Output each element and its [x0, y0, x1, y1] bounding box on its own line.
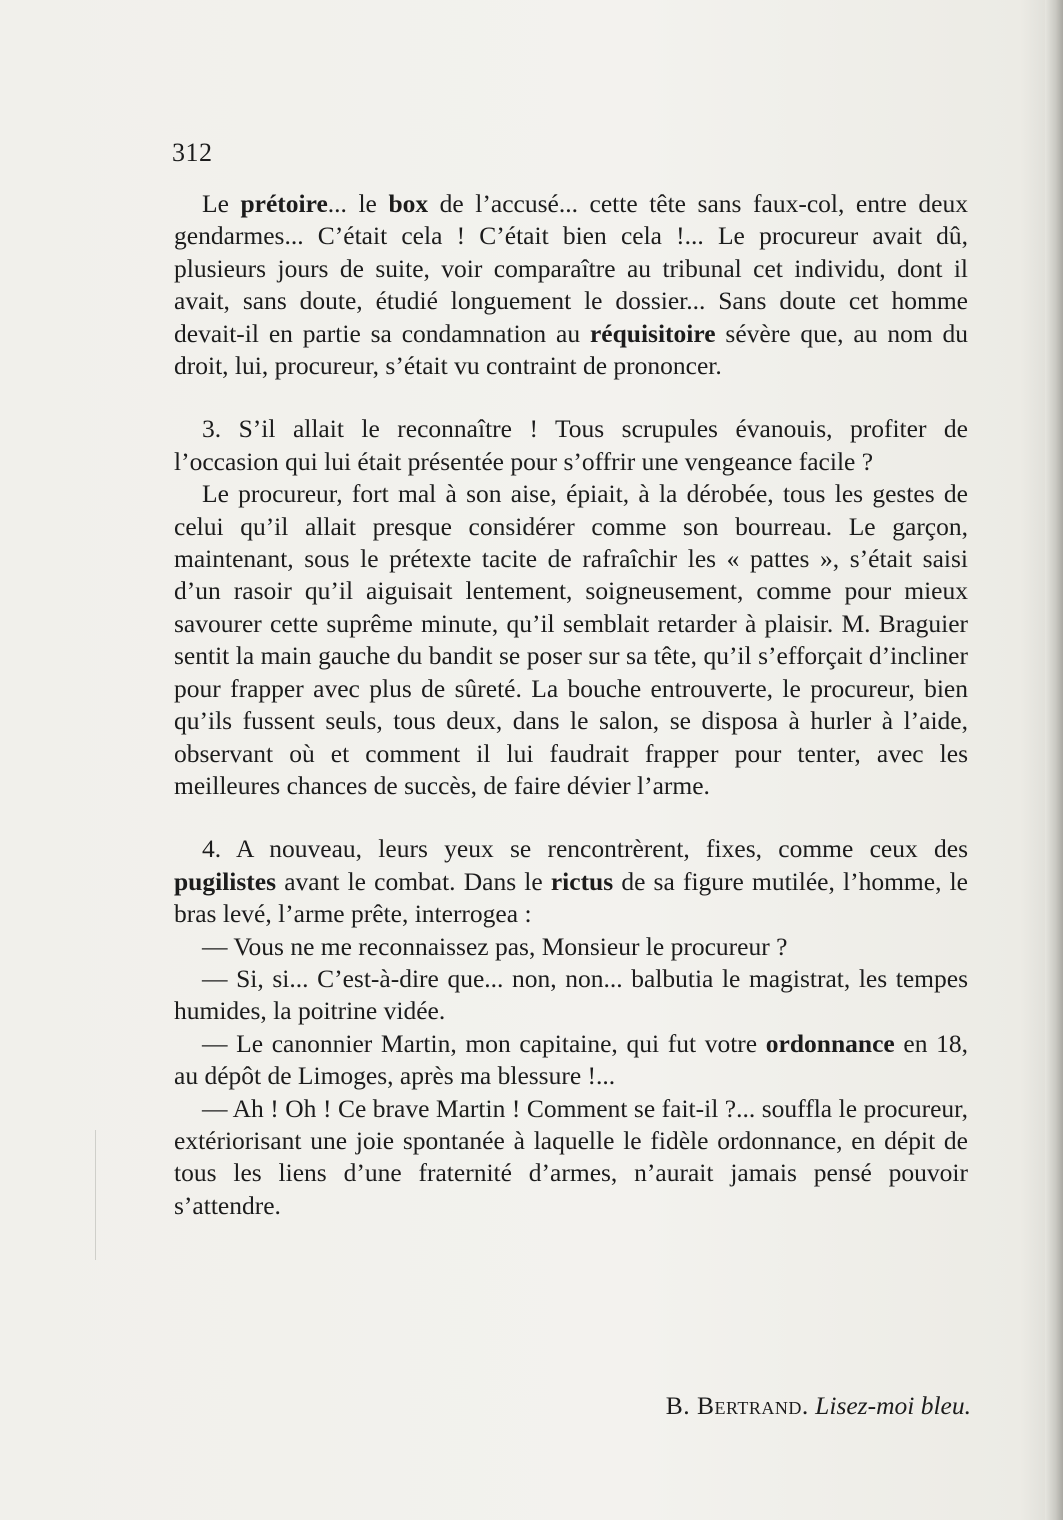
page-number: 312 — [172, 138, 213, 167]
paragraph — [174, 1093, 968, 1223]
text-run: 3. S’il allait le reconnaître ! Tous scrupules évanouis, profiter de l’occasion qui lui était présentée pour s’offrir une vengeance facile ? — [174, 414, 968, 476]
text-run: — Si, si... C’est-à-dire que... non, non... balbutia le magistrat, les tempes humides, la poitrine vidée. — [174, 963, 968, 1026]
paragraph — [174, 413, 968, 478]
text-run: ... le — [327, 189, 389, 218]
paragraph — [174, 188, 968, 382]
bold-term: prétoire — [240, 189, 328, 218]
text-run: de l’accusé... cette tête sans faux-col, entre deux gendarmes... C’était cela ! C’était bien cela !... Le procureur avait dû, plusieurs jours de suite, voir comparaître au tribunal cet individu, dont il avait, sans doute, étudié longuement le dossier... Sans doute cet homme devait-il en partie sa condamnation au — [174, 189, 968, 348]
text-run: de sa figure mutilée, l’homme, le bras levé, l’arme prête, interrogea : — [174, 866, 968, 929]
paragraph — [174, 931, 968, 963]
bold-term: ordonnance — [765, 1028, 895, 1058]
attribution-author: B. Bertrand. — [665, 1391, 809, 1420]
text-run: — Ah ! Oh ! Ce brave Martin ! Comment se fait-il ?... souffla le procureur, extériorisant une joie spontanée à laquelle le fidèle ordonnance, en dépit de tous les liens d’une fraternité d’armes, n’aurait jamais pensé pouvoir s’attendre. — [174, 1093, 968, 1220]
text-run: en 18, au dépôt de Limoges, après ma blessure !... — [174, 1028, 969, 1091]
body-text — [174, 188, 968, 1222]
bold-term: réquisitoire — [589, 318, 716, 348]
page-binding-edge — [1045, 0, 1063, 1520]
text-run: 4. A nouveau, leurs yeux se rencontrèrent, fixes, comme ceux des — [202, 834, 968, 864]
paragraph — [174, 833, 968, 930]
paragraph — [174, 963, 968, 1028]
bold-term: pugilistes — [174, 866, 277, 896]
text-run: — Vous ne me reconnaissez pas, Monsieur le procureur ? — [202, 931, 788, 961]
bold-term: rictus — [550, 866, 614, 896]
attribution — [666, 1390, 971, 1422]
text-run: — Le canonnier Martin, mon capitaine, qui fut votre — [202, 1028, 766, 1058]
paragraph — [174, 478, 968, 802]
margin-mark — [95, 1130, 96, 1260]
text-run: Le procureur, fort mal à son aise, épiait, à la dérobée, tous les gestes de celui qu’il allait presque considérer comme son bourreau. Le garçon, maintenant, sous le prétexte tacite de rafraîchir les « pattes », s’était saisi d’un rasoir qu’il aiguisait lentement, soigneusement, comme pour mieux savourer cette suprême minute, qu’il semblait retarder à plaisir. M. Braguier sentit la main gauche du bandit se poser sur sa tête, qu’il s’efforçait d’incliner pour frapper avec plus de sûreté. La bouche entrouverte, le procureur, bien qu’ils fussent seuls, tous deux, dans le salon, se disposa à hurler à l’aide, observant où et comment il lui faudrait frapper pour tenter, avec les meilleures chances de succès, de faire dévier l’arme. — [174, 479, 968, 800]
text-run: sévère que, au nom du droit, lui, procureur, s’était vu contraint de prononcer. — [174, 318, 968, 381]
bold-term: box — [388, 189, 429, 218]
paragraph — [174, 1028, 968, 1093]
attribution-book-title: Lisez-moi bleu. — [815, 1391, 971, 1420]
text-run: Le — [202, 189, 241, 218]
text-run: avant le combat. Dans le — [276, 866, 551, 896]
